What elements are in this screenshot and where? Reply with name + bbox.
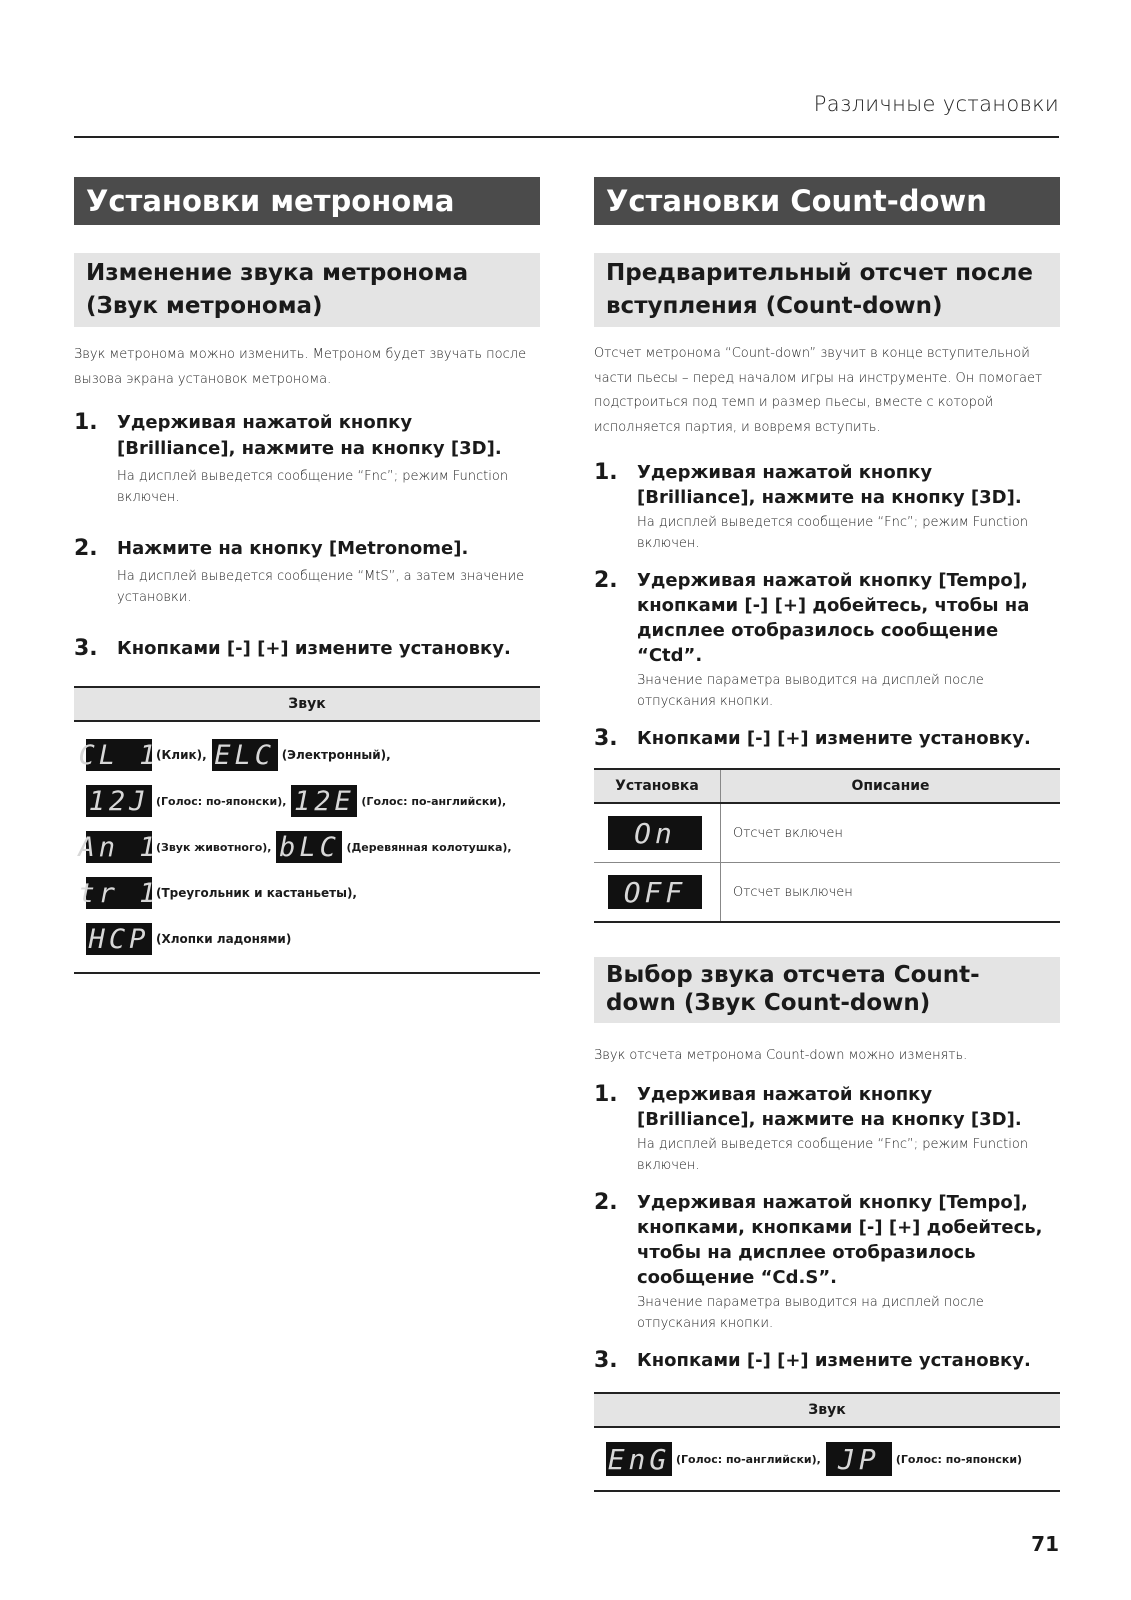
step-title-line: сообщение “Cd.S”.: [637, 1267, 837, 1288]
lcd-display: CL 1: [78, 739, 160, 771]
metronome-sound-table: [74, 686, 540, 974]
subsection-title-line: (Звук метронома): [86, 293, 323, 319]
step-title-line: [Brilliance], нажмите на кнопку [3D].: [117, 438, 502, 459]
lcd-display: On: [608, 816, 702, 850]
countdown-sound-table: [594, 1392, 1060, 1492]
step-number: 3.: [594, 726, 618, 751]
sound-line: [78, 732, 528, 778]
lcd-display: bLC: [276, 831, 342, 863]
step-3: [74, 636, 540, 662]
sound-label: (Клик),: [156, 748, 207, 762]
step-title-line: Удерживая нажатой кнопку: [117, 412, 413, 433]
subsection-countdown-sound: [594, 957, 1060, 1023]
step-number: 3.: [594, 1348, 618, 1373]
step-number: 2.: [74, 536, 98, 561]
step-title-line: Удерживая нажатой кнопку [Tempo],: [637, 1192, 1028, 1213]
setting-description: Отсчет выключен: [721, 863, 1061, 923]
step-title: [637, 568, 1060, 668]
step-title: [637, 1082, 1060, 1132]
subsection-title-line: Выбор звука отсчета Count-: [606, 962, 980, 988]
step-description: На дисплей выведется сообщение “Fnc”; режим Function включен.: [637, 515, 1029, 551]
sound-option: [86, 923, 291, 955]
sound-option: [826, 1442, 1022, 1476]
step-title: Нажмите на кнопку [Metronome].: [117, 538, 469, 559]
step-title: Кнопками [-] [+] измените установку.: [637, 1350, 1031, 1371]
sound-list: [74, 721, 540, 973]
page-number: 71: [1031, 1532, 1059, 1556]
intro-text: Звук метронома можно изменить. Метроном будет звучать после вызова экрана установок метронома.: [74, 347, 527, 387]
lcd-display: JP: [826, 1442, 892, 1476]
sound-label: (Голос: по-японски): [895, 1452, 1023, 1466]
subsection-title-line: down (Звук Count-down): [606, 990, 931, 1016]
step-2: [594, 568, 1060, 712]
lcd-display: ELC: [212, 739, 278, 771]
running-header: Различные установки: [813, 92, 1059, 116]
lcd-display: OFF: [608, 875, 702, 909]
table-row: [594, 803, 1060, 863]
step-title-line: [Brilliance], нажмите на кнопку [3D].: [637, 1109, 1022, 1130]
step-title-line: Удерживая нажатой кнопку: [637, 462, 933, 483]
step-title: [637, 460, 1060, 510]
lcd-display: An 1: [78, 831, 160, 863]
step-number: 3.: [74, 636, 98, 661]
sound-option: [276, 831, 511, 863]
subsection-metronome-sound: [74, 253, 540, 327]
lcd-display: tr 1: [78, 877, 160, 909]
intro-text: Звук отсчета метронома Count-down можно изменять.: [594, 1048, 968, 1063]
sound-label: (Звук животного),: [156, 840, 272, 854]
subsection-title-line: Предварительный отсчет после: [606, 260, 1033, 286]
step-title-line: кнопками, кнопками [-] [+] добейтесь,: [637, 1217, 1043, 1238]
step-3: [594, 1348, 1060, 1374]
lcd-display: EnG: [607, 1442, 671, 1476]
sound-label: (Деревянная колотушка),: [346, 840, 512, 854]
step-1: [594, 1082, 1060, 1176]
sound-line: [606, 1436, 1048, 1482]
sound-label: (Треугольник и кастаньеты),: [156, 886, 357, 900]
step-description: На дисплей выведется сообщение “Fnc”; режим Function включен.: [637, 1137, 1029, 1173]
table-header: Звук: [74, 687, 540, 721]
sound-option: [78, 739, 207, 771]
sound-line: [78, 870, 528, 916]
step-title: Кнопками [-] [+] измените установку.: [117, 638, 511, 659]
sound-label: (Голос: по-английски),: [361, 794, 507, 808]
step-number: 2.: [594, 1190, 618, 1215]
sound-line: [78, 824, 528, 870]
sound-list: [594, 1427, 1060, 1491]
step-2: [74, 536, 540, 608]
sound-line: [86, 916, 528, 962]
step-number: 1.: [594, 460, 618, 485]
sound-label: (Хлопки ладонями): [156, 932, 292, 946]
step-1: [74, 410, 540, 508]
subsection-countdown: [594, 253, 1060, 327]
sound-label: (Голос: по-английски),: [676, 1452, 821, 1466]
sound-option: [78, 831, 272, 863]
step-2: [594, 1190, 1060, 1334]
header-rule: [74, 136, 1059, 138]
step-title: [117, 410, 540, 462]
step-number: 1.: [594, 1082, 618, 1107]
step-description: Значение параметра выводится на дисплей после отпускания кнопки.: [637, 673, 984, 709]
section-title-metronome: Установки метронома: [74, 177, 540, 225]
step-3: [594, 726, 1060, 752]
lcd-display: 12J: [86, 785, 152, 817]
subsection-title-line: Изменение звука метронома: [86, 260, 469, 286]
sound-line: [86, 778, 528, 824]
subsection-title-line: вступления (Count-down): [606, 293, 943, 319]
step-title-line: Удерживая нажатой кнопку: [637, 1084, 933, 1105]
lcd-display: 12E: [291, 785, 357, 817]
lcd-display: HCP: [86, 923, 152, 955]
step-number: 1.: [74, 410, 98, 435]
countdown-setting-table: [594, 768, 1060, 923]
section-title-countdown: Установки Count-down: [594, 177, 1060, 225]
step-title: [637, 1190, 1060, 1290]
step-title-line: дисплее отобразилось сообщение “Ctd”.: [637, 620, 999, 666]
right-column: [594, 177, 1060, 1492]
step-title-line: кнопками [-] [+] добейтесь, чтобы на: [637, 595, 1030, 616]
step-title-line: чтобы на дисплее отобразилось: [637, 1242, 976, 1263]
sound-option: [291, 785, 506, 817]
sound-option: [86, 785, 286, 817]
setting-description: Отсчет включен: [721, 803, 1061, 863]
step-title-line: Удерживая нажатой кнопку [Tempo],: [637, 570, 1028, 591]
sound-option: [78, 877, 357, 909]
step-number: 2.: [594, 568, 618, 593]
table-header: Звук: [594, 1393, 1060, 1427]
step-description: На дисплей выведется сообщение “MtS”, а затем значение установки.: [117, 569, 525, 605]
sound-label: (Голос: по-японски),: [156, 794, 287, 808]
intro-text: Отсчет метронома “Count-down” звучит в конце вступительной части пьесы – перед началом игры на инструменте. Он помогает подстроиться под темп и размер пьесы, вместе с которой исполняется партия, и вовремя вступить.: [594, 346, 1043, 435]
table-header-setting: Установка: [594, 769, 721, 803]
sound-option: [606, 1442, 821, 1476]
step-title: Кнопками [-] [+] измените установку.: [637, 728, 1031, 749]
sound-label: (Электронный),: [281, 748, 391, 762]
step-description: На дисплей выведется сообщение “Fnc”; режим Function включен.: [117, 469, 509, 505]
sound-option: [212, 739, 391, 771]
step-title-line: [Brilliance], нажмите на кнопку [3D].: [637, 487, 1022, 508]
left-column: [74, 177, 540, 974]
table-header-description: Описание: [721, 769, 1061, 803]
step-1: [594, 460, 1060, 554]
step-description: Значение параметра выводится на дисплей после отпускания кнопки.: [637, 1295, 984, 1331]
table-row: [594, 863, 1060, 923]
